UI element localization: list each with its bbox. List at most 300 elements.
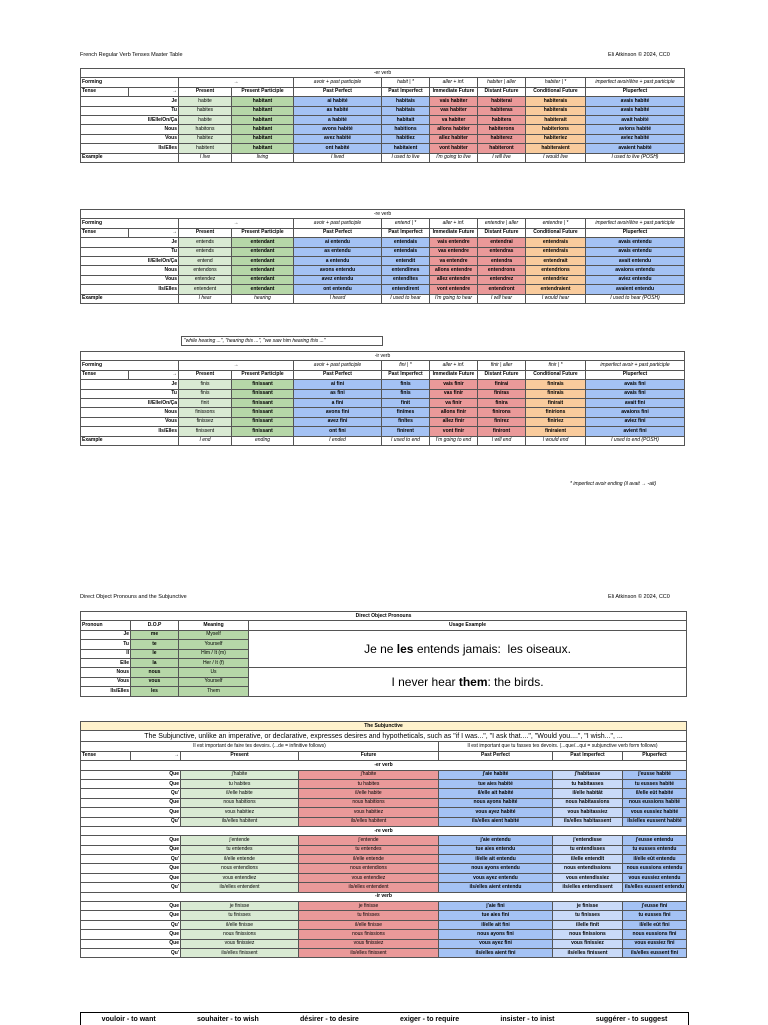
- subjunctive-cell: tue aies habité: [439, 779, 553, 788]
- pronoun-cell: Il/Elle/On/Ça: [81, 398, 179, 407]
- subjunctive-group-label: -ir verb: [81, 892, 687, 901]
- conjugation-cell: avais habité: [586, 97, 685, 106]
- example-label: Example: [81, 436, 179, 445]
- subjunctive-que: Qu': [81, 855, 181, 864]
- conjugation-cell: vont finir: [430, 427, 478, 436]
- conjugation-cell: habitant: [232, 115, 294, 124]
- conjugation-cell: habitera: [478, 115, 526, 124]
- table-row: [81, 808, 687, 817]
- conjugation-cell: entendais: [382, 247, 430, 256]
- table-row: [81, 930, 687, 939]
- tense-header: Past Imperfect: [382, 87, 430, 96]
- conjugation-cell: va habiter: [430, 115, 478, 124]
- verb-table-title: -re verb: [81, 210, 685, 219]
- table-row: [81, 134, 685, 143]
- conjugation-cell: entends: [179, 238, 232, 247]
- forming-cell: →: [179, 361, 294, 370]
- example-cell: I would hear: [526, 294, 586, 303]
- tense-header: Past Imperfect: [382, 370, 430, 379]
- table-row: [81, 417, 685, 426]
- conjugation-cell: habitaient: [382, 144, 430, 153]
- conjugation-cell: entendirent: [382, 285, 430, 294]
- conjugation-cell: finirait: [526, 398, 586, 407]
- dop-example-fr-post: entends jamais: les oiseaux.: [413, 642, 571, 657]
- subjunctive-cell: ils/elles habitassent: [553, 817, 623, 826]
- dop-example-fr-pre: Je ne: [364, 642, 397, 657]
- conjugation-cell: vas finir: [430, 389, 478, 398]
- subjunctive-verbs-footer: [80, 1012, 689, 1025]
- table-row: [81, 247, 685, 256]
- table-row: [81, 883, 687, 892]
- conjugation-cell: entendant: [232, 285, 294, 294]
- dop-meaning: Yourself: [179, 640, 249, 649]
- dop-meaning: Us: [179, 668, 249, 677]
- conjugation-cell: va entendre: [430, 256, 478, 265]
- subjunctive-verb: désirer - to desire: [300, 1015, 359, 1023]
- subjunctive-cell: vous finissiez: [181, 939, 299, 948]
- conjugation-cell: finissez: [179, 417, 232, 426]
- subjunctive-header: Future: [299, 751, 439, 760]
- subjunctive-cell: ils/elles entendissent: [553, 883, 623, 892]
- conjugation-cell: allons habiter: [430, 125, 478, 134]
- tense-header: Immediate Future: [430, 370, 478, 379]
- tense-header: Past Imperfect: [382, 228, 430, 237]
- forming-label: Forming: [81, 219, 179, 228]
- pronoun-cell: Tu: [81, 389, 179, 398]
- example-label: Example: [81, 153, 179, 162]
- conjugation-cell: habiterez: [478, 134, 526, 143]
- subjunctive-group-label: -re verb: [81, 826, 687, 835]
- dop-pronoun: Tu: [81, 640, 131, 649]
- conjugation-cell: entendras: [478, 247, 526, 256]
- subjunctive-cell: vous eussiez fini: [623, 939, 687, 948]
- subjunctive-cell: tue aies fini: [439, 911, 553, 920]
- pronoun-cell: Nous: [81, 266, 179, 275]
- conjugation-cell: habitant: [232, 144, 294, 153]
- tense-header: Distant Future: [478, 87, 526, 96]
- conjugation-cell: entendais: [382, 238, 430, 247]
- subjunctive-cell: vous ayez entendu: [439, 873, 553, 882]
- example-cell: I will hear: [478, 294, 526, 303]
- subjunctive-cell: il/elle habitât: [553, 789, 623, 798]
- conjugation-cell: finirent: [382, 427, 430, 436]
- conjugation-cell: avais habité: [586, 106, 685, 115]
- dop-example-en-bold: them: [458, 674, 488, 689]
- conjugation-cell: avons habité: [294, 125, 382, 134]
- dop-value: te: [131, 640, 179, 649]
- subjunctive-cell: il/elle entendît: [553, 855, 623, 864]
- subjunctive-cell: je finisse: [299, 902, 439, 911]
- forming-cell: aller + inf.: [430, 78, 478, 87]
- conjugation-cell: finissant: [232, 417, 294, 426]
- conjugation-cell: habitant: [232, 125, 294, 134]
- conjugation-cell: a fini: [294, 398, 382, 407]
- conjugation-cell: habitez: [179, 134, 232, 143]
- example-cell: I used to hear: [382, 294, 430, 303]
- subjunctive-cell: il/elle eût habité: [623, 789, 687, 798]
- tense-header: Distant Future: [478, 370, 526, 379]
- dop-pronoun: Il: [81, 649, 131, 658]
- subjunctive-cell: il/elle habite: [299, 789, 439, 798]
- conjugation-cell: ai habité: [294, 97, 382, 106]
- conjugation-cell: finit: [382, 398, 430, 407]
- conjugation-cell: habitant: [232, 97, 294, 106]
- subjunctive-cell: ils/elles habitent: [299, 817, 439, 826]
- conjugation-cell: finissons: [179, 408, 232, 417]
- table-row: [81, 836, 687, 845]
- conjugation-cell: ont entendu: [294, 285, 382, 294]
- conjugation-cell: a entendu: [294, 256, 382, 265]
- conjugation-cell: entendra: [478, 256, 526, 265]
- subjunctive-que: Que: [81, 770, 181, 779]
- subjunctive-cell: nous eussions habité: [623, 798, 687, 807]
- conjugation-cell: ai entendu: [294, 238, 382, 247]
- participle-note: "while hearing ...", "hearing this ...", "we saw him hearing this ...": [181, 336, 383, 346]
- subjunctive-que: Que: [81, 836, 181, 845]
- subjunctive-intro: The Subjunctive, unlike an imperative, or declarative, expresses desires and hypotheticals, such as "if I was...", "I ask that....", "Would you....", "I wish...", ...: [81, 731, 687, 742]
- conjugation-cell: finiriez: [526, 417, 586, 426]
- dop-meaning: Him / It (m): [179, 649, 249, 658]
- tense-header: →: [129, 87, 179, 96]
- forming-cell: fini | *: [382, 361, 430, 370]
- subjunctive-que: Que: [81, 902, 181, 911]
- subjunctive-cell: nous ayons fini: [439, 930, 553, 939]
- dop-example-fr-bold: les: [396, 642, 414, 657]
- conjugation-cell: entendrons: [478, 266, 526, 275]
- dop-header: D.O.P: [131, 621, 179, 630]
- subjunctive-cell: ils/elles eussent habité: [623, 817, 687, 826]
- dop-example-fr: [249, 630, 687, 668]
- example-cell: I heard: [294, 294, 382, 303]
- subjunctive-cell: nous ayons entendu: [439, 864, 553, 873]
- conjugation-cell: aviez habité: [586, 134, 685, 143]
- subjunctive-cell: vous habitiez: [299, 808, 439, 817]
- tense-header: Present: [179, 370, 232, 379]
- table-row: [81, 948, 687, 957]
- subjunctive-cell: il/elle eût entendu: [623, 855, 687, 864]
- forming-cell: habiter | aller: [478, 78, 526, 87]
- subjunctive-cell: il/elle finît: [553, 920, 623, 929]
- table-row: [81, 920, 687, 929]
- conjugation-cell: entendriez: [526, 275, 586, 284]
- table-row: [81, 238, 685, 247]
- conjugation-cell: entendant: [232, 256, 294, 265]
- dop-pronoun: Ils/Elles: [81, 687, 131, 696]
- tense-header: Present Participle: [232, 370, 294, 379]
- example-cell: I live: [179, 153, 232, 162]
- subjunctive-cell: il/elle entende: [181, 855, 299, 864]
- subjunctive-cell: tu eusses fini: [623, 911, 687, 920]
- example-label: Example: [81, 294, 179, 303]
- subjunctive-que: Que: [81, 930, 181, 939]
- subjunctive-cell: tu habites: [181, 779, 299, 788]
- dop-meaning: Myself: [179, 630, 249, 639]
- verb-table-title: -er verb: [81, 69, 685, 78]
- conjugation-cell: entendrais: [526, 247, 586, 256]
- table-row: [81, 902, 687, 911]
- conjugation-cell: entend: [179, 256, 232, 265]
- subjunctive-cell: il/elle ait fini: [439, 920, 553, 929]
- conjugation-cell: vont entendre: [430, 285, 478, 294]
- forming-cell: aller + inf.: [430, 219, 478, 228]
- page-title-2: Direct Object Pronouns and the Subjunctive: [80, 594, 187, 600]
- conjugation-cell: vas entendre: [430, 247, 478, 256]
- subjunctive-cell: nous habitions: [181, 798, 299, 807]
- subjunctive-header: Tense: [81, 751, 131, 760]
- table-row: [81, 939, 687, 948]
- conjugation-cell: finissant: [232, 427, 294, 436]
- subjunctive-cell: j'eusse habité: [623, 770, 687, 779]
- table-row: [81, 115, 685, 124]
- conjugation-cell: habiterais: [526, 106, 586, 115]
- conjugation-cell: finîtes: [382, 417, 430, 426]
- conjugation-cell: aviez fini: [586, 417, 685, 426]
- conjugation-cell: vais finir: [430, 380, 478, 389]
- subjunctive-que: Qu': [81, 789, 181, 798]
- conjugation-cell: avait habité: [586, 115, 685, 124]
- table-row: [81, 380, 685, 389]
- subjunctive-que: Qu': [81, 883, 181, 892]
- conjugation-cell: habitions: [382, 125, 430, 134]
- table-row: [81, 256, 685, 265]
- pronoun-cell: Ils/Elles: [81, 427, 179, 436]
- subjunctive-cell: nous eussions fini: [623, 930, 687, 939]
- pronoun-cell: Je: [81, 238, 179, 247]
- conjugation-cell: habitais: [382, 97, 430, 106]
- subjunctive-que: Que: [81, 845, 181, 854]
- dop-title: Direct Object Pronouns: [81, 612, 687, 621]
- example-cell: I'm going to end: [430, 436, 478, 445]
- subjunctive-cell: il/elle ait habité: [439, 789, 553, 798]
- subjunctive-cell: je finisse: [553, 902, 623, 911]
- conjugation-cell: habitant: [232, 134, 294, 143]
- table-row: [81, 275, 685, 284]
- subjunctive-que: Qu': [81, 817, 181, 826]
- subjunctive-header: Past Imperfect: [553, 751, 623, 760]
- subjunctive-cell: nous habitassions: [553, 798, 623, 807]
- example-cell: I used to end (POSH): [586, 436, 685, 445]
- conjugation-cell: ai fini: [294, 380, 382, 389]
- conjugation-cell: allons finir: [430, 408, 478, 417]
- tense-header: Conditional Future: [526, 228, 586, 237]
- subjunctive-group-label: -er verb: [81, 761, 687, 770]
- subjunctive-cell: j'eusse entendu: [623, 836, 687, 845]
- subjunctive-cell: ils/elles eussent fini: [623, 948, 687, 957]
- conjugation-cell: habiterai: [478, 97, 526, 106]
- tense-header: Past Perfect: [294, 370, 382, 379]
- conjugation-cell: va finir: [430, 398, 478, 407]
- table-row: [81, 427, 685, 436]
- conjugation-cell: entendant: [232, 275, 294, 284]
- subjunctive-cell: ils/elles habitent: [181, 817, 299, 826]
- conjugation-cell: entendront: [478, 285, 526, 294]
- example-cell: I hear: [179, 294, 232, 303]
- subjunctive-cell: j'entendisse: [553, 836, 623, 845]
- example-cell: I used to end: [382, 436, 430, 445]
- subjunctive-que: Que: [81, 939, 181, 948]
- conjugation-cell: habiteriez: [526, 134, 586, 143]
- conjugation-cell: avons entendu: [294, 266, 382, 275]
- example-cell: I used to live (POSH): [586, 153, 685, 162]
- tense-header: Distant Future: [478, 228, 526, 237]
- tense-header: Present: [179, 228, 232, 237]
- conjugation-cell: vais habiter: [430, 97, 478, 106]
- table-row: [81, 144, 685, 153]
- subjunctive-verb: suggérer - to suggest: [595, 1015, 668, 1023]
- dop-example-en-pre: I never hear: [391, 674, 459, 689]
- dop-row: [81, 668, 687, 677]
- subjunctive-cell: j'aie entendu: [439, 836, 553, 845]
- conjugation-cell: habiterais: [526, 97, 586, 106]
- conjugation-cell: a habité: [294, 115, 382, 124]
- subjunctive-cell: vous finissiez: [299, 939, 439, 948]
- subjunctive-cell: j'habite: [299, 770, 439, 779]
- conjugation-cell: finis: [382, 380, 430, 389]
- conjugation-cell: vas habiter: [430, 106, 478, 115]
- table-row: [81, 408, 685, 417]
- example-cell: I will end: [478, 436, 526, 445]
- table-row: [81, 855, 687, 864]
- table-row: [81, 398, 685, 407]
- tense-header: Immediate Future: [430, 228, 478, 237]
- tense-header: Immediate Future: [430, 87, 478, 96]
- dop-value: nous: [131, 668, 179, 677]
- conjugation-cell: entendant: [232, 238, 294, 247]
- dop-example-en: [249, 668, 687, 696]
- example-cell: hearing: [232, 294, 294, 303]
- conjugation-cell: habites: [179, 106, 232, 115]
- subjunctive-que: Que: [81, 798, 181, 807]
- pronoun-cell: Vous: [81, 417, 179, 426]
- table-row: [81, 845, 687, 854]
- conjugation-cell: allez habiter: [430, 134, 478, 143]
- conjugation-cell: habite: [179, 97, 232, 106]
- conjugation-cell: entendant: [232, 247, 294, 256]
- conjugation-cell: finira: [478, 398, 526, 407]
- conjugation-cell: avaient habité: [586, 144, 685, 153]
- conjugation-cell: finirions: [526, 408, 586, 417]
- subjunctive-header: Present: [181, 751, 299, 760]
- conjugation-cell: finirais: [526, 380, 586, 389]
- conjugation-cell: as fini: [294, 389, 382, 398]
- subjunctive-cell: ils/elles eussent entendu: [623, 883, 687, 892]
- example-cell: I would live: [526, 153, 586, 162]
- verb-table: [80, 351, 685, 446]
- conjugation-cell: avais entendu: [586, 247, 685, 256]
- subjunctive-cell: nous finissions: [181, 930, 299, 939]
- table-row: [81, 97, 685, 106]
- tense-header: Pluperfect: [586, 87, 685, 96]
- forming-cell: imperfect avoir/être + past participle: [586, 78, 685, 87]
- conjugation-cell: habitent: [179, 144, 232, 153]
- pronoun-cell: Nous: [81, 125, 179, 134]
- conjugation-cell: entendent: [179, 285, 232, 294]
- conjugation-cell: habiterait: [526, 115, 586, 124]
- conjugation-cell: entendrions: [526, 266, 586, 275]
- table-row: [81, 789, 687, 798]
- subjunctive-cell: ils/elles entendent: [299, 883, 439, 892]
- conjugation-cell: finit: [179, 398, 232, 407]
- subjunctive-cell: tu eusses habité: [623, 779, 687, 788]
- dop-row: [81, 630, 687, 639]
- tense-header: Past Perfect: [294, 228, 382, 237]
- table-row: [81, 125, 685, 134]
- conjugation-cell: entendraient: [526, 285, 586, 294]
- pronoun-cell: Vous: [81, 275, 179, 284]
- conjugation-cell: avaient entendu: [586, 285, 685, 294]
- forming-cell: avoir + past participle: [294, 219, 382, 228]
- table-row: [81, 389, 685, 398]
- conjugation-cell: avez fini: [294, 417, 382, 426]
- conjugation-cell: avez entendu: [294, 275, 382, 284]
- forming-cell: imperfect avoir/être + past participle: [586, 219, 685, 228]
- subjunctive-cell: nous ayons habité: [439, 798, 553, 807]
- conjugation-cell: avient fini: [586, 427, 685, 436]
- subjunctive-header-row: [81, 751, 687, 760]
- example-cell: living: [232, 153, 294, 162]
- example-cell: I'm going to hear: [430, 294, 478, 303]
- conjugation-cell: habitons: [179, 125, 232, 134]
- conjugation-cell: habiteraient: [526, 144, 586, 153]
- forming-cell: avoir + past participle: [294, 361, 382, 370]
- example-cell: ending: [232, 436, 294, 445]
- subjunctive-cell: nous habitions: [299, 798, 439, 807]
- example-cell: I would end: [526, 436, 586, 445]
- dop-meaning: Them: [179, 687, 249, 696]
- dop-table: [80, 611, 687, 697]
- subjunctive-cell: je finisse: [181, 902, 299, 911]
- conjugation-cell: allez entendre: [430, 275, 478, 284]
- subjunctive-que: Que: [81, 779, 181, 788]
- forming-cell: avoir + past participle: [294, 78, 382, 87]
- conjugation-cell: habitait: [382, 115, 430, 124]
- conjugation-cell: avais fini: [586, 380, 685, 389]
- conjugation-cell: finîmes: [382, 408, 430, 417]
- conjugation-cell: finiraient: [526, 427, 586, 436]
- subjunctive-header: Pluperfect: [623, 751, 687, 760]
- subjunctive-cell: vous entendiez: [299, 873, 439, 882]
- pronoun-cell: Je: [81, 380, 179, 389]
- verb-table: [80, 209, 685, 304]
- subjunctive-verb: souhaiter - to wish: [196, 1015, 259, 1023]
- subjunctive-cell: j'habitasse: [553, 770, 623, 779]
- conjugation-cell: ont fini: [294, 427, 382, 436]
- conjugation-cell: avons fini: [294, 408, 382, 417]
- subjunctive-cell: nous entendions: [181, 864, 299, 873]
- conjugation-cell: finiront: [478, 427, 526, 436]
- subjunctive-cell: tu finisses: [299, 911, 439, 920]
- pronoun-cell: Il/Elle/On/Ça: [81, 115, 179, 124]
- subjunctive-que: Qu': [81, 920, 181, 929]
- table-row: [81, 911, 687, 920]
- conjugation-cell: entends: [179, 247, 232, 256]
- subjunctive-cell: j'entende: [299, 836, 439, 845]
- tense-header: Present Participle: [232, 87, 294, 96]
- dop-header: Pronoun: [81, 621, 131, 630]
- subjunctive-cell: tu entendes: [299, 845, 439, 854]
- tense-header: Tense: [81, 228, 129, 237]
- page-title: French Regular Verb Tenses Master Table: [80, 52, 183, 58]
- forming-cell: finir | *: [526, 361, 586, 370]
- subjunctive-cell: nous finissions: [299, 930, 439, 939]
- subjunctive-cell: tu entendisses: [553, 845, 623, 854]
- example-cell: I used to live: [382, 153, 430, 162]
- subjunctive-cell: vous ayez fini: [439, 939, 553, 948]
- conjugation-cell: aviez entendu: [586, 275, 685, 284]
- conjugation-cell: finissant: [232, 389, 294, 398]
- conjugation-cell: avais entendu: [586, 238, 685, 247]
- forming-cell: habiter | *: [526, 78, 586, 87]
